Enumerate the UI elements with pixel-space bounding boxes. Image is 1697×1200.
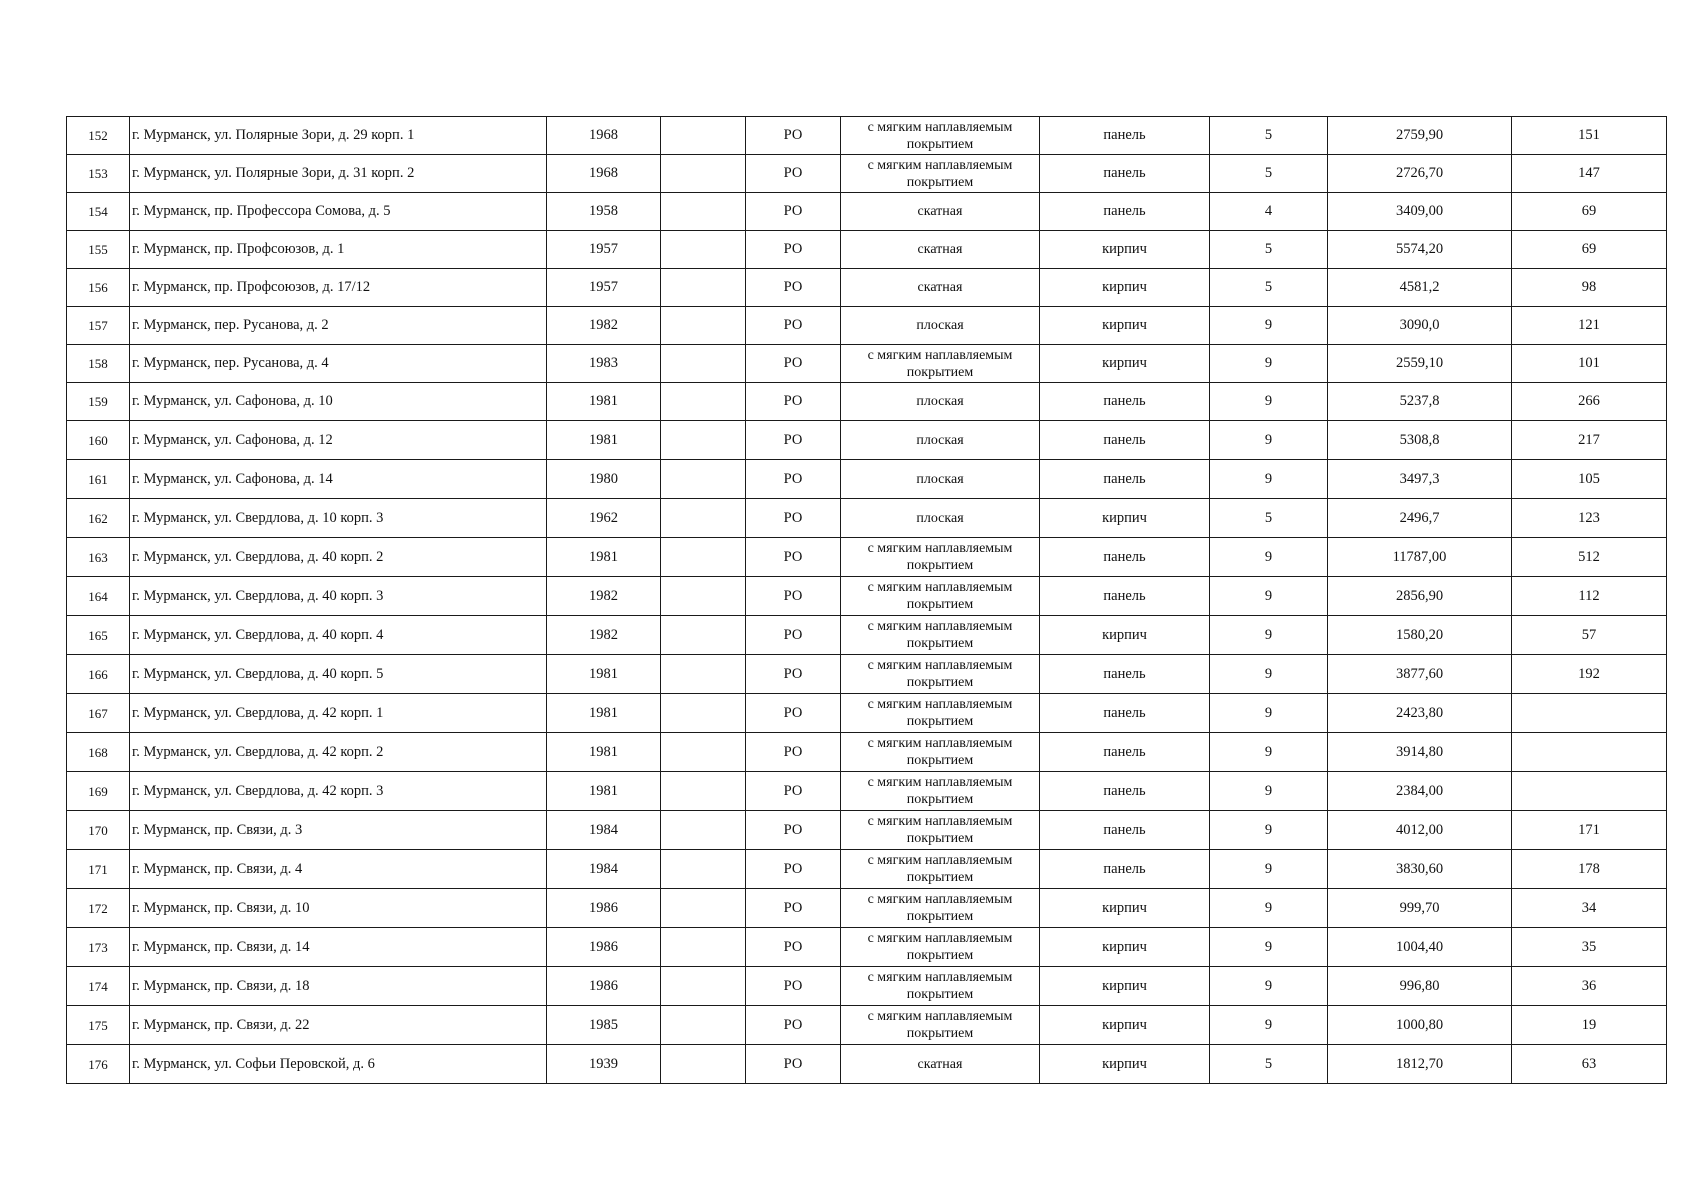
floors-cell: 9 [1210, 538, 1328, 577]
wall-material-cell: кирпич [1040, 928, 1210, 967]
wall-material-cell: панель [1040, 421, 1210, 460]
address-cell: г. Мурманск, ул. Свердлова, д. 40 корп. 5 [130, 655, 547, 694]
wall-material-cell: кирпич [1040, 345, 1210, 383]
address-cell: г. Мурманск, ул. Полярные Зори, д. 31 корп. 2 [130, 155, 547, 193]
residents-cell: 69 [1512, 193, 1667, 231]
row-number: 166 [67, 655, 130, 694]
area-cell: 11787,00 [1328, 538, 1512, 577]
row-number: 174 [67, 967, 130, 1006]
empty-cell [661, 538, 746, 577]
address-cell: г. Мурманск, ул. Свердлова, д. 42 корп. 3 [130, 772, 547, 811]
empty-cell [661, 889, 746, 928]
address-cell: г. Мурманск, ул. Свердлова, д. 40 корп. 3 [130, 577, 547, 616]
address-cell: г. Мурманск, пр. Профессора Сомова, д. 5 [130, 193, 547, 231]
wall-material-cell: панель [1040, 193, 1210, 231]
roof-type-cell: с мягким наплавляемым покрытием [841, 928, 1040, 967]
floors-cell: 9 [1210, 421, 1328, 460]
roof-type-cell: с мягким наплавляемым покрытием [841, 850, 1040, 889]
floors-cell: 5 [1210, 155, 1328, 193]
program-cell: РО [746, 345, 841, 383]
address-cell: г. Мурманск, пр. Профсоюзов, д. 1 [130, 231, 547, 269]
table-body [67, 117, 1667, 1084]
residents-cell: 101 [1512, 345, 1667, 383]
wall-material-cell: кирпич [1040, 889, 1210, 928]
area-cell: 1000,80 [1328, 1006, 1512, 1045]
roof-type-cell: с мягким наплавляемым покрытием [841, 967, 1040, 1006]
floors-cell: 9 [1210, 616, 1328, 655]
address-cell: г. Мурманск, ул. Полярные Зори, д. 29 корп. 1 [130, 117, 547, 155]
residents-cell: 147 [1512, 155, 1667, 193]
area-cell: 2559,10 [1328, 345, 1512, 383]
address-cell: г. Мурманск, ул. Свердлова, д. 10 корп. 3 [130, 499, 547, 538]
table-row [67, 1045, 1667, 1084]
program-cell: РО [746, 733, 841, 772]
area-cell: 2856,90 [1328, 577, 1512, 616]
table-row [67, 928, 1667, 967]
row-number: 163 [67, 538, 130, 577]
address-cell: г. Мурманск, пр. Связи, д. 3 [130, 811, 547, 850]
program-cell: РО [746, 694, 841, 733]
residents-cell [1512, 733, 1667, 772]
empty-cell [661, 155, 746, 193]
empty-cell [661, 577, 746, 616]
table-row [67, 499, 1667, 538]
area-cell: 2759,90 [1328, 117, 1512, 155]
year-cell: 1981 [547, 383, 661, 421]
program-cell: РО [746, 811, 841, 850]
table-row [67, 655, 1667, 694]
row-number: 173 [67, 928, 130, 967]
residents-cell: 266 [1512, 383, 1667, 421]
empty-cell [661, 928, 746, 967]
roof-type-cell: с мягким наплавляемым покрытием [841, 772, 1040, 811]
floors-cell: 4 [1210, 193, 1328, 231]
program-cell: РО [746, 577, 841, 616]
row-number: 160 [67, 421, 130, 460]
area-cell: 996,80 [1328, 967, 1512, 1006]
floors-cell: 9 [1210, 889, 1328, 928]
wall-material-cell: панель [1040, 117, 1210, 155]
floors-cell: 9 [1210, 345, 1328, 383]
empty-cell [661, 1045, 746, 1084]
area-cell: 2423,80 [1328, 694, 1512, 733]
floors-cell: 5 [1210, 269, 1328, 307]
table-row [67, 421, 1667, 460]
floors-cell: 5 [1210, 1045, 1328, 1084]
row-number: 172 [67, 889, 130, 928]
year-cell: 1958 [547, 193, 661, 231]
area-cell: 5574,20 [1328, 231, 1512, 269]
program-cell: РО [746, 155, 841, 193]
area-cell: 1812,70 [1328, 1045, 1512, 1084]
floors-cell: 9 [1210, 694, 1328, 733]
address-cell: г. Мурманск, пр. Профсоюзов, д. 17/12 [130, 269, 547, 307]
program-cell: РО [746, 231, 841, 269]
wall-material-cell: панель [1040, 155, 1210, 193]
wall-material-cell: кирпич [1040, 269, 1210, 307]
row-number: 155 [67, 231, 130, 269]
empty-cell [661, 811, 746, 850]
year-cell: 1980 [547, 460, 661, 499]
table-row [67, 538, 1667, 577]
area-cell: 5308,8 [1328, 421, 1512, 460]
program-cell: РО [746, 460, 841, 499]
row-number: 171 [67, 850, 130, 889]
floors-cell: 9 [1210, 1006, 1328, 1045]
year-cell: 1981 [547, 694, 661, 733]
wall-material-cell: панель [1040, 733, 1210, 772]
row-number: 170 [67, 811, 130, 850]
area-cell: 3914,80 [1328, 733, 1512, 772]
row-number: 162 [67, 499, 130, 538]
table-row [67, 383, 1667, 421]
roof-type-cell: с мягким наплавляемым покрытием [841, 694, 1040, 733]
floors-cell: 5 [1210, 117, 1328, 155]
residents-cell: 171 [1512, 811, 1667, 850]
year-cell: 1968 [547, 117, 661, 155]
floors-cell: 9 [1210, 772, 1328, 811]
residents-cell: 512 [1512, 538, 1667, 577]
roof-type-cell: с мягким наплавляемым покрытием [841, 811, 1040, 850]
residents-cell: 217 [1512, 421, 1667, 460]
residents-cell: 34 [1512, 889, 1667, 928]
row-number: 169 [67, 772, 130, 811]
year-cell: 1957 [547, 231, 661, 269]
area-cell: 4581,2 [1328, 269, 1512, 307]
address-cell: г. Мурманск, ул. Сафонова, д. 12 [130, 421, 547, 460]
table-row [67, 811, 1667, 850]
address-cell: г. Мурманск, ул. Свердлова, д. 42 корп. 2 [130, 733, 547, 772]
address-cell: г. Мурманск, пер. Русанова, д. 4 [130, 345, 547, 383]
row-number: 157 [67, 307, 130, 345]
table-row [67, 616, 1667, 655]
wall-material-cell: кирпич [1040, 1045, 1210, 1084]
floors-cell: 9 [1210, 307, 1328, 345]
wall-material-cell: панель [1040, 383, 1210, 421]
table-row [67, 967, 1667, 1006]
year-cell: 1986 [547, 967, 661, 1006]
residents-cell: 98 [1512, 269, 1667, 307]
table-row [67, 345, 1667, 383]
table-row [67, 1006, 1667, 1045]
empty-cell [661, 231, 746, 269]
address-cell: г. Мурманск, ул. Свердлова, д. 40 корп. 4 [130, 616, 547, 655]
floors-cell: 9 [1210, 733, 1328, 772]
area-cell: 1580,20 [1328, 616, 1512, 655]
row-number: 154 [67, 193, 130, 231]
table-row [67, 772, 1667, 811]
program-cell: РО [746, 655, 841, 694]
floors-cell: 9 [1210, 967, 1328, 1006]
empty-cell [661, 307, 746, 345]
year-cell: 1939 [547, 1045, 661, 1084]
empty-cell [661, 383, 746, 421]
roof-type-cell: скатная [841, 231, 1040, 269]
floors-cell: 5 [1210, 231, 1328, 269]
table-row [67, 269, 1667, 307]
program-cell: РО [746, 1045, 841, 1084]
area-cell: 3830,60 [1328, 850, 1512, 889]
program-cell: РО [746, 499, 841, 538]
row-number: 159 [67, 383, 130, 421]
empty-cell [661, 616, 746, 655]
area-cell: 3497,3 [1328, 460, 1512, 499]
year-cell: 1982 [547, 307, 661, 345]
program-cell: РО [746, 307, 841, 345]
row-number: 164 [67, 577, 130, 616]
area-cell: 2496,7 [1328, 499, 1512, 538]
year-cell: 1981 [547, 538, 661, 577]
area-cell: 5237,8 [1328, 383, 1512, 421]
area-cell: 2384,00 [1328, 772, 1512, 811]
address-cell: г. Мурманск, ул. Сафонова, д. 14 [130, 460, 547, 499]
residents-cell: 69 [1512, 231, 1667, 269]
empty-cell [661, 772, 746, 811]
wall-material-cell: панель [1040, 460, 1210, 499]
roof-type-cell: плоская [841, 499, 1040, 538]
program-cell: РО [746, 421, 841, 460]
roof-type-cell: скатная [841, 269, 1040, 307]
empty-cell [661, 1006, 746, 1045]
table-row [67, 694, 1667, 733]
floors-cell: 9 [1210, 383, 1328, 421]
year-cell: 1981 [547, 655, 661, 694]
roof-type-cell: плоская [841, 421, 1040, 460]
area-cell: 3409,00 [1328, 193, 1512, 231]
roof-type-cell: с мягким наплавляемым покрытием [841, 155, 1040, 193]
year-cell: 1957 [547, 269, 661, 307]
roof-type-cell: с мягким наплавляемым покрытием [841, 733, 1040, 772]
area-cell: 1004,40 [1328, 928, 1512, 967]
floors-cell: 9 [1210, 577, 1328, 616]
year-cell: 1982 [547, 577, 661, 616]
row-number: 175 [67, 1006, 130, 1045]
year-cell: 1981 [547, 733, 661, 772]
program-cell: РО [746, 193, 841, 231]
wall-material-cell: панель [1040, 850, 1210, 889]
roof-type-cell: с мягким наплавляемым покрытием [841, 538, 1040, 577]
roof-type-cell: плоская [841, 307, 1040, 345]
row-number: 165 [67, 616, 130, 655]
residents-cell [1512, 694, 1667, 733]
area-cell: 999,70 [1328, 889, 1512, 928]
table-row [67, 117, 1667, 155]
table-row [67, 733, 1667, 772]
empty-cell [661, 850, 746, 889]
program-cell: РО [746, 889, 841, 928]
empty-cell [661, 269, 746, 307]
row-number: 167 [67, 694, 130, 733]
wall-material-cell: панель [1040, 694, 1210, 733]
empty-cell [661, 499, 746, 538]
address-cell: г. Мурманск, ул. Свердлова, д. 40 корп. 2 [130, 538, 547, 577]
roof-type-cell: с мягким наплавляемым покрытием [841, 655, 1040, 694]
wall-material-cell: панель [1040, 655, 1210, 694]
residents-cell: 178 [1512, 850, 1667, 889]
floors-cell: 5 [1210, 499, 1328, 538]
roof-type-cell: плоская [841, 460, 1040, 499]
program-cell: РО [746, 928, 841, 967]
row-number: 176 [67, 1045, 130, 1084]
residents-cell: 112 [1512, 577, 1667, 616]
empty-cell [661, 193, 746, 231]
table-row [67, 307, 1667, 345]
residents-cell: 123 [1512, 499, 1667, 538]
year-cell: 1986 [547, 928, 661, 967]
area-cell: 3090,0 [1328, 307, 1512, 345]
program-cell: РО [746, 269, 841, 307]
roof-type-cell: с мягким наплавляемым покрытием [841, 345, 1040, 383]
row-number: 158 [67, 345, 130, 383]
area-cell: 2726,70 [1328, 155, 1512, 193]
wall-material-cell: кирпич [1040, 231, 1210, 269]
residents-cell [1512, 772, 1667, 811]
empty-cell [661, 460, 746, 499]
empty-cell [661, 117, 746, 155]
area-cell: 4012,00 [1328, 811, 1512, 850]
year-cell: 1962 [547, 499, 661, 538]
year-cell: 1984 [547, 850, 661, 889]
wall-material-cell: панель [1040, 811, 1210, 850]
empty-cell [661, 694, 746, 733]
floors-cell: 9 [1210, 811, 1328, 850]
residents-cell: 121 [1512, 307, 1667, 345]
wall-material-cell: панель [1040, 577, 1210, 616]
empty-cell [661, 967, 746, 1006]
floors-cell: 9 [1210, 655, 1328, 694]
roof-type-cell: с мягким наплавляемым покрытием [841, 889, 1040, 928]
table-row [67, 460, 1667, 499]
program-cell: РО [746, 850, 841, 889]
table-row [67, 889, 1667, 928]
program-cell: РО [746, 1006, 841, 1045]
roof-type-cell: с мягким наплавляемым покрытием [841, 616, 1040, 655]
table-row [67, 193, 1667, 231]
residents-cell: 192 [1512, 655, 1667, 694]
program-cell: РО [746, 772, 841, 811]
year-cell: 1983 [547, 345, 661, 383]
wall-material-cell: панель [1040, 772, 1210, 811]
program-cell: РО [746, 117, 841, 155]
table-row [67, 155, 1667, 193]
residents-cell: 35 [1512, 928, 1667, 967]
year-cell: 1981 [547, 421, 661, 460]
address-cell: г. Мурманск, пр. Связи, д. 22 [130, 1006, 547, 1045]
row-number: 168 [67, 733, 130, 772]
empty-cell [661, 733, 746, 772]
roof-type-cell: скатная [841, 1045, 1040, 1084]
address-cell: г. Мурманск, пр. Связи, д. 18 [130, 967, 547, 1006]
housing-registry-table [66, 116, 1667, 1084]
floors-cell: 9 [1210, 850, 1328, 889]
row-number: 161 [67, 460, 130, 499]
floors-cell: 9 [1210, 928, 1328, 967]
row-number: 156 [67, 269, 130, 307]
year-cell: 1984 [547, 811, 661, 850]
wall-material-cell: кирпич [1040, 1006, 1210, 1045]
program-cell: РО [746, 967, 841, 1006]
row-number: 153 [67, 155, 130, 193]
address-cell: г. Мурманск, пр. Связи, д. 4 [130, 850, 547, 889]
address-cell: г. Мурманск, ул. Сафонова, д. 10 [130, 383, 547, 421]
year-cell: 1982 [547, 616, 661, 655]
year-cell: 1981 [547, 772, 661, 811]
year-cell: 1985 [547, 1006, 661, 1045]
roof-type-cell: с мягким наплавляемым покрытием [841, 577, 1040, 616]
table-row [67, 850, 1667, 889]
wall-material-cell: кирпич [1040, 499, 1210, 538]
area-cell: 3877,60 [1328, 655, 1512, 694]
program-cell: РО [746, 538, 841, 577]
empty-cell [661, 345, 746, 383]
year-cell: 1968 [547, 155, 661, 193]
program-cell: РО [746, 616, 841, 655]
residents-cell: 105 [1512, 460, 1667, 499]
residents-cell: 36 [1512, 967, 1667, 1006]
address-cell: г. Мурманск, пр. Связи, д. 10 [130, 889, 547, 928]
roof-type-cell: скатная [841, 193, 1040, 231]
floors-cell: 9 [1210, 460, 1328, 499]
residents-cell: 63 [1512, 1045, 1667, 1084]
roof-type-cell: с мягким наплавляемым покрытием [841, 1006, 1040, 1045]
program-cell: РО [746, 383, 841, 421]
roof-type-cell: плоская [841, 383, 1040, 421]
address-cell: г. Мурманск, пр. Связи, д. 14 [130, 928, 547, 967]
address-cell: г. Мурманск, пер. Русанова, д. 2 [130, 307, 547, 345]
roof-type-cell: с мягким наплавляемым покрытием [841, 117, 1040, 155]
wall-material-cell: панель [1040, 538, 1210, 577]
address-cell: г. Мурманск, ул. Свердлова, д. 42 корп. 1 [130, 694, 547, 733]
row-number: 152 [67, 117, 130, 155]
wall-material-cell: кирпич [1040, 616, 1210, 655]
residents-cell: 151 [1512, 117, 1667, 155]
residents-cell: 57 [1512, 616, 1667, 655]
empty-cell [661, 655, 746, 694]
table-row [67, 231, 1667, 269]
wall-material-cell: кирпич [1040, 967, 1210, 1006]
empty-cell [661, 421, 746, 460]
residents-cell: 19 [1512, 1006, 1667, 1045]
year-cell: 1986 [547, 889, 661, 928]
table-row [67, 577, 1667, 616]
address-cell: г. Мурманск, ул. Софьи Перовской, д. 6 [130, 1045, 547, 1084]
wall-material-cell: кирпич [1040, 307, 1210, 345]
